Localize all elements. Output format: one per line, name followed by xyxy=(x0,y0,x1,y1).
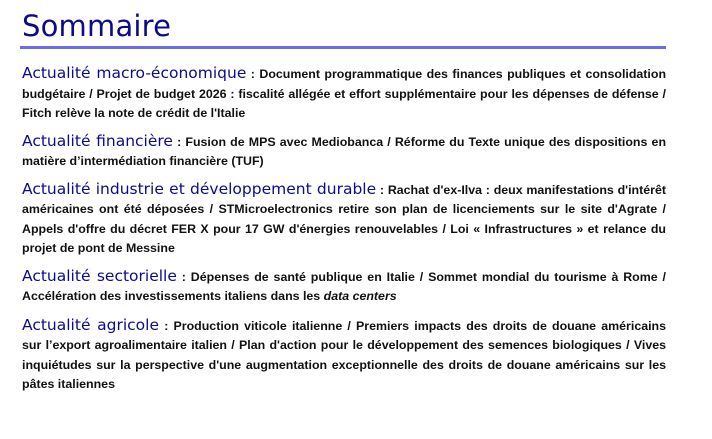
section-body: Rachat d'ex-Ilva : deux manifestations d'intérêt américaines ont été déposées / STMicroelectronics retire son plan de licenciements sur le site d'Agrate / Appels d'offre du décret FER X pour 17 GW d'énergies renouvelables / Loi « Infrastructures » et relance du projet de pont de Messine xyxy=(22,182,666,255)
title-divider xyxy=(20,46,666,49)
section-heading: Actualité industrie et développement durable xyxy=(22,179,377,198)
section-financiere xyxy=(22,132,666,172)
page-title: Sommaire xyxy=(22,9,172,43)
section-separator: : xyxy=(159,318,174,333)
section-body: Dépenses de santé publique en Italie / Sommet mondial du tourisme à Rome / Accélération des investissements italiens dans les xyxy=(22,269,666,303)
section-agricole xyxy=(22,316,666,395)
section-body: Production viticole italienne / Premiers impacts des droits de douane américains sur l’export agroalimentaire italien / Plan d'action pour le développement des semences biologiques / Vives inquiétudes sur la perspective d'une augmentation exceptionnelle des droits de douane américains sur les pâtes italiennes xyxy=(22,318,667,391)
section-heading: Actualité macro-économique xyxy=(22,64,247,82)
summary-sections xyxy=(22,64,666,404)
section-separator: : xyxy=(172,134,186,149)
section-heading: Actualité financière xyxy=(22,131,173,150)
section-body: Document programmatique des finances publiques et consolidation budgétaire / Projet de budget 2026 : fiscalité allégée et effort supplémentaire pour les dépenses de défense / Fitch relève la note de crédit de l'Italie xyxy=(22,67,667,120)
section-macro-economique xyxy=(22,64,666,124)
section-industrie-developpement-durable xyxy=(22,180,666,259)
section-heading: Actualité agricole xyxy=(22,315,160,334)
section-heading: Actualité sectorielle xyxy=(22,266,177,285)
section-separator: : xyxy=(376,182,388,197)
summary-page xyxy=(22,0,667,391)
section-sectorielle xyxy=(22,267,666,307)
section-body: Fusion de MPS avec Mediobanca / Réforme du Texte unique des dispositions en matière d’intermédiation financière (TUF) xyxy=(22,134,667,168)
section-body-italic: data centers xyxy=(323,289,397,303)
section-separator: : xyxy=(176,269,191,284)
section-separator: : xyxy=(246,67,260,81)
